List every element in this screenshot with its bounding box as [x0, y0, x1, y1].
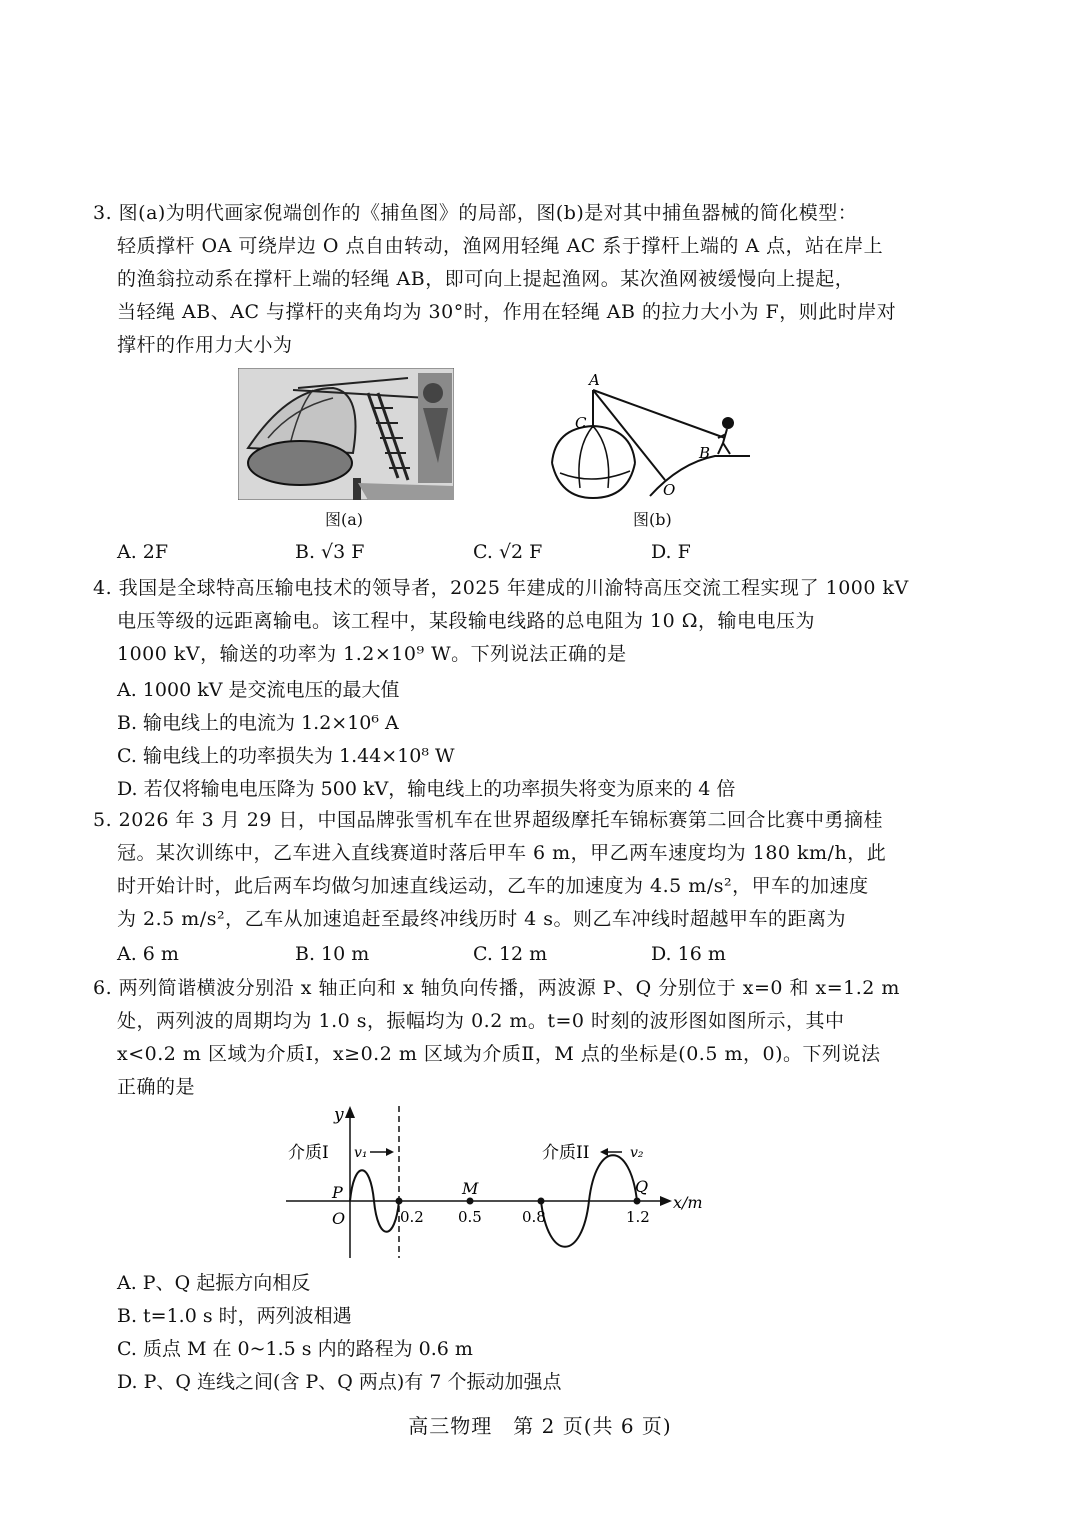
label-B: B — [699, 444, 711, 462]
figure-a-painting — [238, 368, 454, 500]
question-6 — [93, 972, 903, 1104]
q5-line: 为 2.5 m/s²，乙车从加速追赶至最终冲线历时 4 s。则乙车冲线时超越甲车的距离为 — [117, 908, 847, 930]
q3-line: 的渔翁拉动系在撑杆上端的轻绳 AB，即可向上提起渔网。某次渔网被缓慢向上提起， — [117, 268, 855, 290]
question-5 — [93, 804, 903, 936]
point-0.2 — [396, 1198, 403, 1205]
q4-option-d: D. 若仅将输电电压降为 500 kV，输电线上的功率损失将变为原来的 4 倍 — [117, 778, 736, 800]
q3-line: 轻质撑杆 OA 可绕岸边 O 点自由转动，渔网用轻绳 AC 系于撑杆上端的 A 点，站在岸上 — [117, 235, 884, 257]
q6-option-a: A. P、Q 起振方向相反 — [117, 1272, 311, 1294]
M-label: M — [462, 1179, 479, 1198]
q3-options — [117, 541, 897, 571]
q6-line: x<0.2 m 区域为介质Ⅰ，x≥0.2 m 区域为介质Ⅱ，M 点的坐标是(0.5 m，0)。下列说法 — [117, 1043, 881, 1065]
q5-line: 时开始计时，此后两车均做匀加速直线运动，乙车的加速度为 4.5 m/s²，甲车的加速度 — [117, 875, 869, 897]
q6-line: 处，两列波的周期均为 1.0 s，振幅均为 0.2 m。t=0 时刻的波形图如图所示，其中 — [117, 1010, 845, 1032]
figure-b-caption: 图(b) — [633, 510, 672, 529]
label-O: O — [663, 481, 676, 499]
q4-line: 电压等级的远距离输电。该工程中，某段输电线路的总电阻为 10 Ω，输电电压为 — [117, 610, 816, 632]
v1-arrow — [386, 1148, 394, 1156]
v1-label: v₁ — [354, 1145, 368, 1161]
Q-label: Q — [635, 1177, 649, 1196]
q4-line: 1000 kV，输送的功率为 1.2×10⁹ W。下列说法正确的是 — [117, 643, 627, 665]
q3-option-d: D. F — [651, 541, 691, 563]
q5-options — [117, 943, 897, 973]
question-3 — [93, 197, 903, 362]
q4-option-c: C. 输电线上的功率损失为 1.44×10⁸ W — [117, 745, 455, 767]
wave-graph — [280, 1100, 720, 1262]
q5-line: 5. 2026 年 3 月 29 日，中国品牌张雪机车在世界超级摩托车锦标赛第二回合比赛中勇摘桂 — [93, 809, 883, 831]
tick-0.5: 0.5 — [458, 1208, 482, 1226]
x-label: x/m — [673, 1193, 703, 1212]
q4-option-a: A. 1000 kV 是交流电压的最大值 — [117, 679, 400, 701]
origin-label: O — [332, 1209, 346, 1228]
figure-b-model — [540, 368, 760, 508]
q6-option-c: C. 质点 M 在 0~1.5 s 内的路程为 0.6 m — [117, 1338, 473, 1360]
point-M — [467, 1198, 474, 1205]
y-label: y — [334, 1105, 344, 1125]
q3-option-a: A. 2F — [117, 541, 169, 563]
q3-option-b: B. √3 F — [295, 541, 365, 563]
label-A: A — [589, 371, 600, 389]
q3-line: 当轻绳 AB、AC 与撑杆的夹角均为 30°时，作用在轻绳 AB 的拉力大小为 F，则此时岸对 — [117, 301, 897, 323]
q5-option-a: A. 6 m — [117, 943, 179, 965]
label-C: C — [575, 414, 587, 432]
v2-label: v₂ — [630, 1145, 644, 1161]
q6-option-d: D. P、Q 连线之间(含 P、Q 两点)有 7 个振动加强点 — [117, 1371, 562, 1393]
page-footer: 高三物理 第 2 页(共 6 页) — [408, 1414, 672, 1438]
tick-1.2: 1.2 — [626, 1208, 650, 1226]
q5-option-c: C. 12 m — [473, 943, 548, 965]
q3-option-c: C. √2 F — [473, 541, 543, 563]
medium-2-label: 介质II — [542, 1143, 590, 1163]
q4-option-b: B. 输电线上的电流为 1.2×10⁶ A — [117, 712, 399, 734]
q4-line: 4. 我国是全球特高压输电技术的领导者，2025 年建成的川渝特高压交流工程实现了 1000 kV — [93, 577, 909, 599]
P-label: P — [332, 1183, 343, 1202]
q6-option-b: B. t=1.0 s 时，两列波相遇 — [117, 1305, 352, 1327]
q3-line: 撑杆的作用力大小为 — [117, 334, 293, 356]
tick-0.8: 0.8 — [522, 1208, 546, 1226]
tick-0.2: 0.2 — [400, 1208, 424, 1226]
figure-a-caption: 图(a) — [325, 510, 364, 529]
q5-option-b: B. 10 m — [295, 943, 370, 965]
q6-line: 6. 两列简谐横波分别沿 x 轴正向和 x 轴负向传播，两波源 P、Q 分别位于 x=0 和 x=1.2 m — [93, 977, 900, 999]
point-0.8 — [538, 1198, 545, 1205]
q5-option-d: D. 16 m — [651, 943, 726, 965]
q6-line: 正确的是 — [117, 1076, 196, 1098]
medium-1-label: 介质I — [288, 1143, 329, 1163]
q3-line: 3. 图(a)为明代画家倪端创作的《捕鱼图》的局部，图(b)是对其中捕鱼器械的简化模型： — [93, 202, 858, 224]
q5-line: 冠。某次训练中，乙车进入直线赛道时落后甲车 6 m，甲乙两车速度均为 180 km/h，此 — [117, 842, 887, 864]
point-Q — [634, 1198, 641, 1205]
question-4 — [93, 572, 909, 671]
